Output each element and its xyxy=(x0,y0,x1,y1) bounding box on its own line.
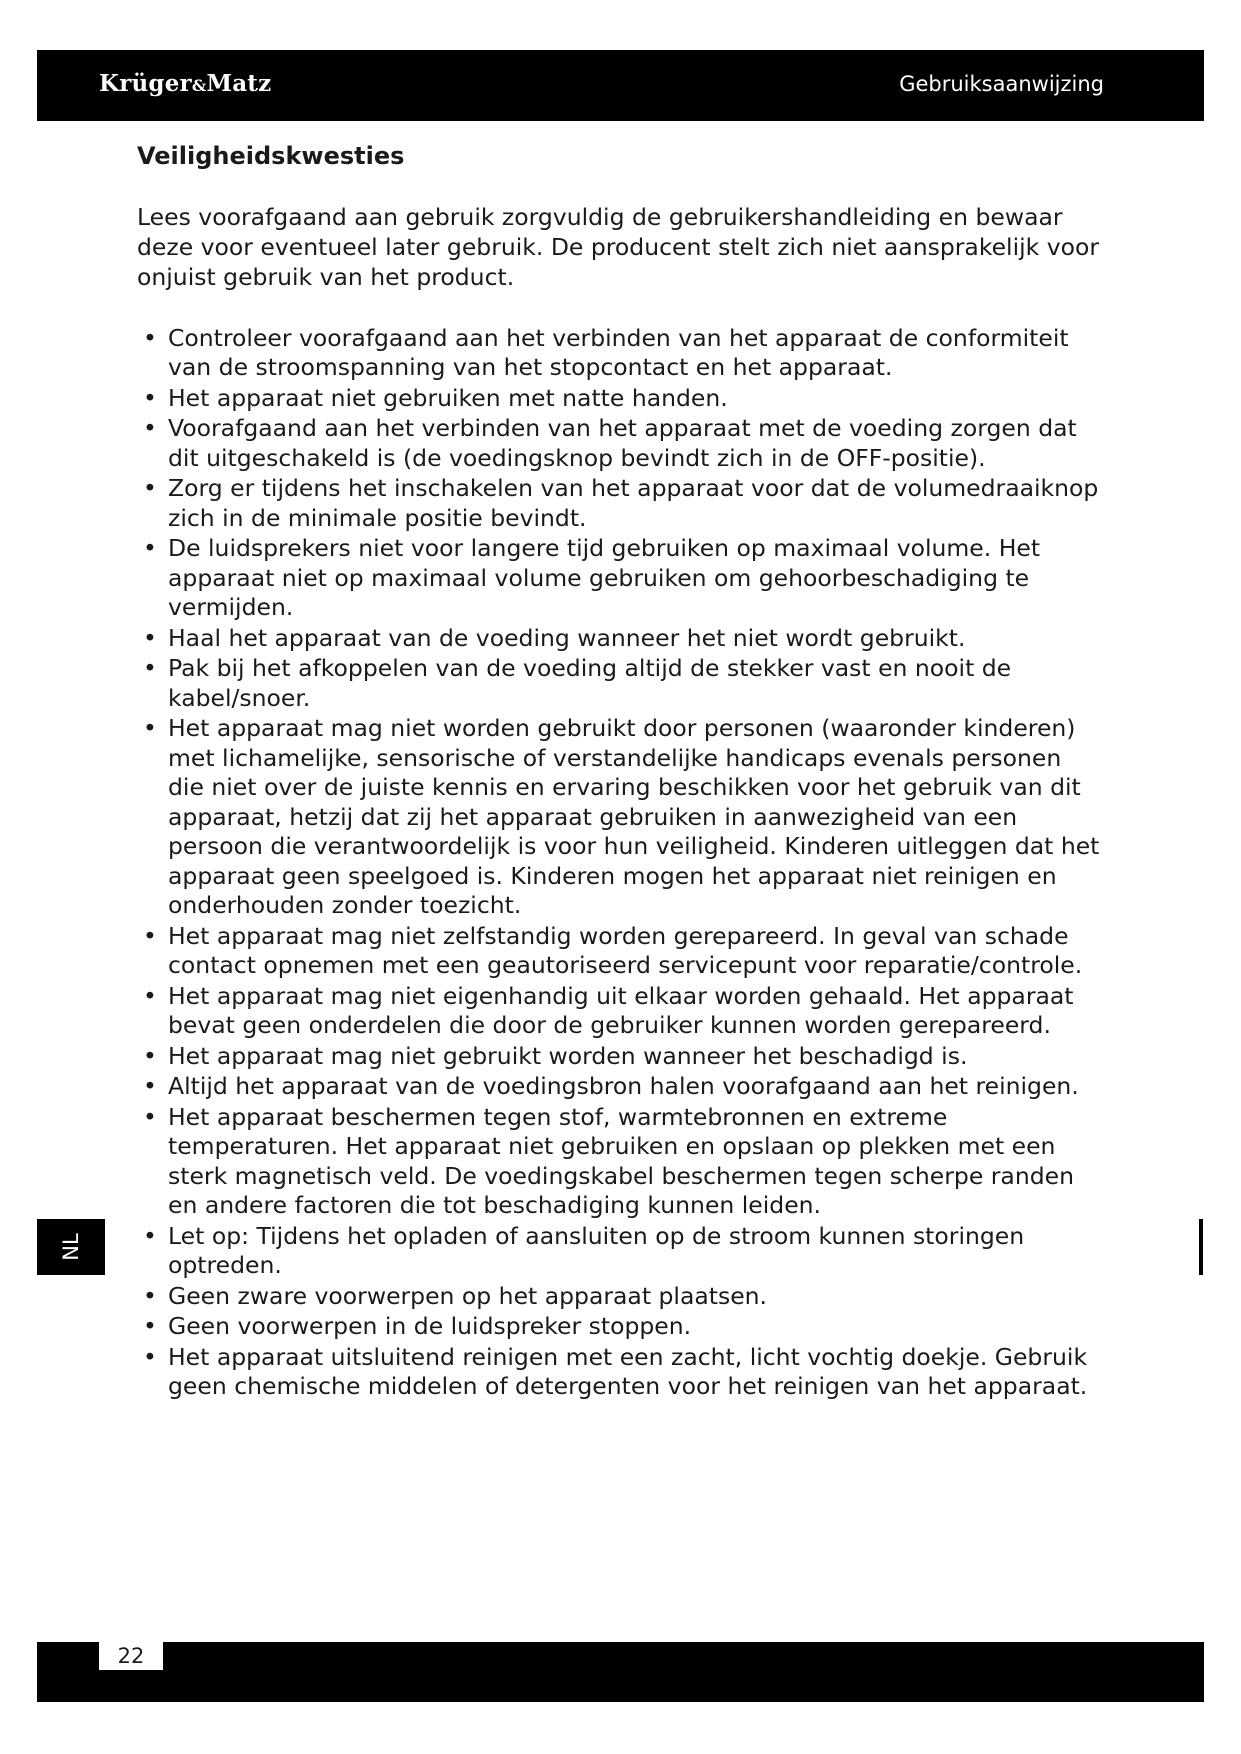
list-item xyxy=(137,654,1103,713)
bullet-icon: • xyxy=(143,534,157,563)
list-item-text: Geen zware voorwerpen op het apparaat plaatsen. xyxy=(168,1281,768,1310)
list-item xyxy=(137,1312,1103,1342)
list-item-text: De luidsprekers niet voor langere tijd gebruiken op maximaal volume. Het apparaat niet op maximaal volume gebruiken om gehoorbeschadiging te vermijden. xyxy=(168,534,1041,622)
page-number: 22 xyxy=(99,1642,163,1670)
bullet-icon: • xyxy=(143,1041,157,1070)
list-item xyxy=(137,1103,1103,1221)
brand-main: Krüger xyxy=(99,70,192,97)
list-item xyxy=(137,474,1103,533)
list-item xyxy=(137,414,1103,473)
section-title: Veiligheidskwesties xyxy=(137,142,405,170)
bullet-icon: • xyxy=(143,1281,157,1310)
intro-paragraph: Lees voorafgaand aan gebruik zorgvuldig de gebruikershandleiding en bewaar deze voor eventueel later gebruik. De producent stelt zich niet aansprakelijk voor onjuist gebruik van het product. xyxy=(137,202,1100,291)
bullet-icon: • xyxy=(143,474,157,503)
list-item xyxy=(137,714,1103,921)
list-item-text: Geen voorwerpen in de luidspreker stoppen. xyxy=(168,1312,692,1341)
bullet-icon: • xyxy=(143,1221,157,1250)
list-item-text: Zorg er tijdens het inschakelen van het apparaat voor dat de volumedraaiknop zich in de minimale positie bevindt. xyxy=(168,474,1099,532)
brand-amp: & xyxy=(191,76,207,95)
bullet-icon: • xyxy=(143,981,157,1010)
language-tab xyxy=(37,1219,105,1275)
bullet-icon: • xyxy=(143,323,157,352)
language-label: NL xyxy=(59,1233,83,1261)
bullet-icon: • xyxy=(143,1342,157,1371)
document-type: Gebruiksaanwijzing xyxy=(899,72,1104,96)
list-item-text: Het apparaat uitsluitend reinigen met een zacht, licht vochtig doekje. Gebruik geen chemische middelen of detergenten voor het reinigen van het apparaat. xyxy=(168,1342,1088,1401)
list-item xyxy=(137,624,1103,654)
list-item xyxy=(137,384,1103,414)
list-item-text: Voorafgaand aan het verbinden van het apparaat met de voeding zorgen dat dit uitgeschakeld is (de voedingsknop bevindt zich in de OFF-positie). xyxy=(168,414,1077,472)
brand-logo xyxy=(99,70,271,97)
bullet-icon: • xyxy=(143,1312,157,1341)
list-item-text: Controleer voorafgaand aan het verbinden van het apparaat de conformiteit van de stroomspanning van het stopcontact en het apparaat. xyxy=(168,323,1069,382)
list-item-text: Let op: Tijdens het opladen of aansluiten op de stroom kunnen storingen optreden. xyxy=(168,1221,1025,1280)
bullet-icon: • xyxy=(143,1072,157,1101)
list-item xyxy=(137,1222,1103,1281)
list-item xyxy=(137,534,1103,623)
footer-bar xyxy=(37,1642,1204,1702)
brand-tail: Matz xyxy=(206,70,272,97)
bullet-icon: • xyxy=(143,714,157,743)
list-item-text: Pak bij het afkoppelen van de voeding altijd de stekker vast en nooit de kabel/snoer. xyxy=(168,654,1012,712)
list-item xyxy=(137,1343,1103,1402)
page-content xyxy=(137,140,1103,1403)
list-item xyxy=(137,1282,1103,1312)
safety-list xyxy=(137,324,1103,1402)
list-item-text: Haal het apparaat van de voeding wanneer het niet wordt gebruikt. xyxy=(168,623,966,652)
list-item-text: Het apparaat mag niet worden gebruikt door personen (waaronder kinderen) met lichamelijke, sensorische of verstandelijke handicaps evenals personen die niet over de juiste kennis en ervaring beschikken voor het gebruik van dit apparaat, hetzij dat zij het apparaat gebruiken in aanwezigheid van een persoon die verantwoordelijk is voor hun veiligheid. Kinderen uitleggen dat het apparaat geen speelgoed is. Kinderen mogen het apparaat niet reinigen en onderhouden zonder toezicht. xyxy=(168,714,1100,920)
header-bar xyxy=(37,50,1204,121)
list-item-text: Het apparaat niet gebruiken met natte handen. xyxy=(168,383,728,412)
page-edge-marker xyxy=(1199,1219,1203,1275)
list-item-text: Het apparaat mag niet gebruikt worden wanneer het beschadigd is. xyxy=(168,1041,968,1070)
list-item-text: Het apparaat mag niet zelfstandig worden gerepareerd. In geval van schade contact opnemen met een geautoriseerd servicepunt voor reparatie/controle. xyxy=(168,921,1083,980)
list-item-text: Het apparaat beschermen tegen stof, warmtebronnen en extreme temperaturen. Het apparaat niet gebruiken en opslaan op plekken met een sterk magnetisch veld. De voedingskabel beschermen tegen scherpe randen en andere factoren die tot beschadiging kunnen leiden. xyxy=(168,1102,1074,1220)
bullet-icon: • xyxy=(143,921,157,950)
bullet-icon: • xyxy=(143,623,157,652)
bullet-icon: • xyxy=(143,1102,157,1131)
list-item xyxy=(137,982,1103,1041)
list-item xyxy=(137,1042,1103,1072)
list-item-text: Altijd het apparaat van de voedingsbron halen voorafgaand aan het reinigen. xyxy=(168,1072,1079,1101)
bullet-icon: • xyxy=(143,654,157,683)
bullet-icon: • xyxy=(143,383,157,412)
bullet-icon: • xyxy=(143,414,157,443)
list-item-text: Het apparaat mag niet eigenhandig uit elkaar worden gehaald. Het apparaat bevat geen onderdelen die door de gebruiker kunnen worden gerepareerd. xyxy=(168,981,1074,1040)
list-item xyxy=(137,922,1103,981)
list-item xyxy=(137,324,1103,383)
list-item xyxy=(137,1072,1103,1102)
